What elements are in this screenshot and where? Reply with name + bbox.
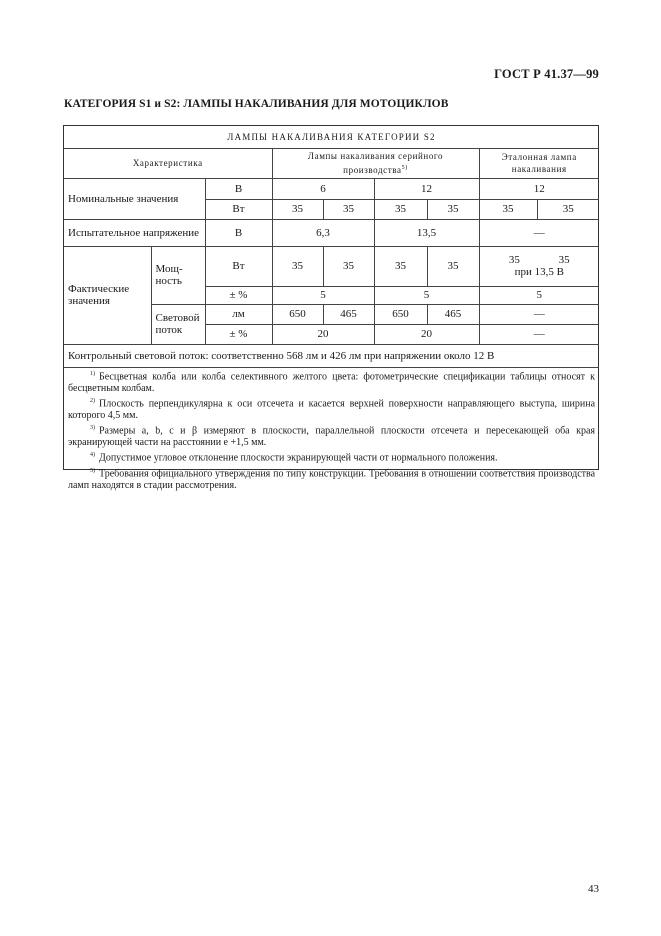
- table-cell: 35: [272, 246, 323, 286]
- footnote-text: Размеры a, b, c и β измеряют в плоскости, параллельной плоскости отсечета и пересекающей оба края экранирующей части на расстоянии e +1,5 мм.: [68, 425, 596, 449]
- table-cell: 35: [323, 246, 374, 286]
- table-cell: —: [479, 219, 599, 246]
- table-cell: 6,3: [272, 219, 374, 246]
- table-cell: 12: [374, 178, 479, 199]
- table-cell: 5: [374, 286, 479, 304]
- power-label: Мощ-ность: [151, 246, 205, 304]
- power-unit: Вт: [205, 246, 272, 286]
- table-cell: 35: [272, 199, 323, 219]
- footnote-mark: 5): [90, 467, 95, 474]
- table-cell: 35: [537, 199, 599, 219]
- table-cell: 5: [479, 286, 599, 304]
- table-cell: 35: [508, 254, 520, 266]
- table-cell: —: [479, 304, 599, 324]
- table-cell: 6: [272, 178, 374, 199]
- actual-values-label: Фактические значения: [64, 246, 151, 344]
- table-cell: 35: [374, 246, 427, 286]
- footnote-text: Допустимое угловое отклонение плоскости экранирующей части от нормального положения.: [99, 452, 498, 464]
- table-cell: 5: [272, 286, 374, 304]
- table-cell: 35: [479, 199, 537, 219]
- power-tolerance-unit: ± %: [205, 286, 272, 304]
- document-code: ГОСТ Р 41.37—99: [494, 67, 599, 81]
- footnote-4: [68, 449, 595, 464]
- table-cell: 35: [427, 246, 479, 286]
- flux-tolerance-unit: ± %: [205, 324, 272, 344]
- header-characteristic: Характеристика: [64, 148, 272, 178]
- spec-table-frame: [63, 125, 599, 492]
- footnote-mark: 4): [90, 452, 95, 459]
- reference-power-note: при 13,5 В: [514, 266, 564, 278]
- footnote-mark: 3): [90, 425, 95, 432]
- table-caption: ЛАМПЫ НАКАЛИВАНИЯ КАТЕГОРИИ S2: [64, 126, 599, 148]
- footnote-text: Бесцветная колба или колба селективного желтого цвета: фотометрические спецификации таблицы относят к бесцветным колбам.: [68, 370, 596, 394]
- header-serial-lamp-text: Лампы накаливания серийного производства: [307, 151, 444, 175]
- nominal-unit-v: В: [205, 178, 272, 199]
- test-voltage-label: Испытательное напряжение: [64, 219, 205, 246]
- nominal-label: Номинальные значения: [64, 178, 205, 219]
- footnotes: [64, 367, 599, 492]
- table-cell: 12: [479, 178, 599, 199]
- header-reference-lamp: Эталонная лампа накаливания: [479, 148, 599, 178]
- footnote-text: Плоскость перпендикулярна к оси отсечета и касается верхней поверхности направляющего выступа, ширина которого 4,5 мм.: [68, 398, 596, 422]
- test-voltage-unit: В: [205, 219, 272, 246]
- table-cell: 35: [323, 199, 374, 219]
- control-flux-note: Контрольный световой поток: соответственно 568 лм и 426 лм при напряжении около 12 В: [64, 344, 599, 367]
- table-cell: 20: [374, 324, 479, 344]
- table-cell: 35: [374, 199, 427, 219]
- nominal-unit-w: Вт: [205, 199, 272, 219]
- flux-label: Световой поток: [151, 304, 205, 344]
- table-cell: 13,5: [374, 219, 479, 246]
- footnote-3: [68, 422, 595, 449]
- footnote-mark: 2): [90, 397, 95, 404]
- section-title: КАТЕГОРИЯ S1 и S2: ЛАМПЫ НАКАЛИВАНИЯ ДЛЯ МОТОЦИКЛОВ: [64, 98, 449, 110]
- flux-unit: лм: [205, 304, 272, 324]
- table-cell: 465: [427, 304, 479, 324]
- footnote-ref-5: 5): [401, 165, 408, 171]
- table-cell: 20: [272, 324, 374, 344]
- footnote-1: [68, 368, 595, 395]
- header-serial-lamp: [272, 148, 479, 178]
- page-number: 43: [588, 883, 599, 895]
- footnote-5: [68, 465, 595, 492]
- footnote-text: Требования официального утверждения по типу конструкции. Требования в отношении соответствия производства ламп находятся в стадии рассмотрения.: [68, 468, 596, 492]
- table-cell: 650: [272, 304, 323, 324]
- footnote-mark: 1): [90, 370, 95, 377]
- spec-table: [64, 126, 599, 492]
- reference-power-cell: [479, 246, 599, 286]
- footnote-2: [68, 395, 595, 422]
- table-cell: 35: [558, 254, 570, 266]
- table-cell: 35: [427, 199, 479, 219]
- table-cell: —: [479, 324, 599, 344]
- table-cell: 650: [374, 304, 427, 324]
- table-cell: 465: [323, 304, 374, 324]
